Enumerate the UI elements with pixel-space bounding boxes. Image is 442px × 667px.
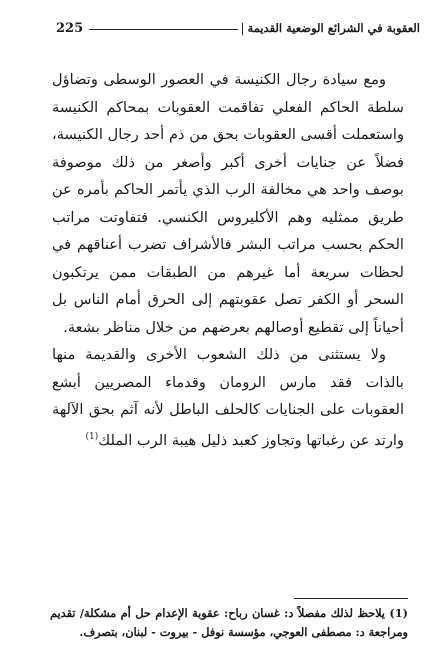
paragraph-2 <box>52 341 404 454</box>
page-number: 225 <box>56 20 84 36</box>
paragraph-2-text: ولا يستثنى من ذلك الشعوب الأخرى والقديمة منها بالذات فقد مارس الرومان وقدماء المصريين أبشع العقوبات على الجنايات كالحلف الباطل لأنه آثم بحق الآلهة وارتد عن رغباتها وتجاوز كعبد ذليل هيبة الرب الملك <box>52 346 404 449</box>
running-title: العقوبة في الشرائع الوضعية القديمة <box>247 21 420 35</box>
header-rule <box>89 29 237 30</box>
page-header <box>56 18 420 38</box>
paragraph-1: ومع سيادة رجال الكنيسة في العصور الوسطى وتضاؤل سلطة الحاكم الفعلي تفاقمت العقوبات بمحاكم الكنيسة واستعملت أقسى العقوبات بحق من ذم أحد رجال الكنيسة، فضلاً عن جنايات أخرى أكبر وأصغر من ذلك موصوفة بوصف واحد هي مخالفة الرب الذي يأتمر الحاكم بأمره عن طريق ممثليه وهم الأكليروس الكنسي. فتفاوتت مراتب الحكم بحسب مراتب البشر فالأشراف تضرب أعناقهم في لحظات سريعة أما غيرهم من الطبقات ممن يرتكبون السحر أو الكفر تصل عقوبتهم إلى الحرق أمام الناس بل أحياناً إلى تقطيع أوصالهم بعرضهم من خلال مناظر بشعة. <box>52 71 404 336</box>
footnote-1: (1) يلاحظ لذلك مفصلاً د: غسان رباح: عقوبة الإعدام حل أم مشكلة/ تقديم ومراجعة د: مصطفى العوجي، مؤسسة نوفل - بيروت - لبنان، بتصرف. <box>50 606 408 639</box>
footnotes <box>50 604 408 642</box>
footnote-marker: (1) <box>85 431 99 442</box>
body-text <box>52 66 404 454</box>
footnote-rule <box>294 598 408 599</box>
header-separator: | <box>240 21 245 35</box>
